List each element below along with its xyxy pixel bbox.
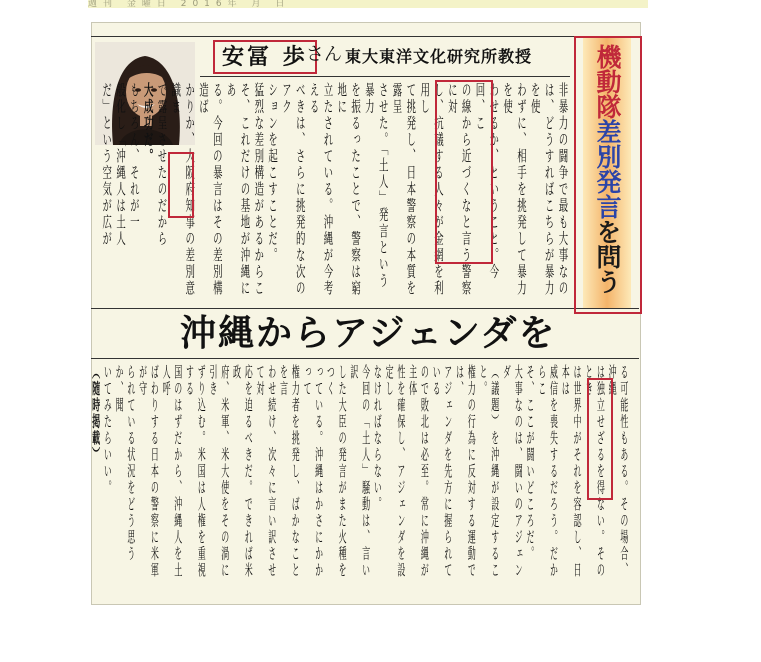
author-name: 安冨 歩	[213, 40, 317, 74]
text-line: した大臣の発言がまた火種をつく	[325, 364, 348, 579]
upper-body-text	[100, 82, 570, 304]
text-line: わせるか、ということ。今回、こ	[474, 82, 500, 280]
banner-highlight-box	[574, 36, 642, 314]
text-line: だ」という空気が広が	[101, 82, 113, 247]
text-line-highlight: 大成功だ。	[142, 82, 155, 165]
text-line: させた。「土人」発言という暴力	[363, 82, 390, 289]
banner-part-3: を問う	[593, 219, 622, 294]
text-line: し、抗議する人々が金網を利用し	[419, 82, 445, 297]
text-line: 威信を喪失するだろう。だからこ	[537, 364, 559, 579]
text-line: 権力者を挑発し、ばかなことを言	[278, 364, 301, 579]
text-line: は独立せざるを得ない。そのとき	[584, 364, 606, 579]
text-line: る可能性もある。その場合、沖縄	[607, 364, 629, 579]
text-line: 猛烈な差別構造があるからこ	[253, 82, 265, 297]
text-line: られている状況をどう思うか、聞	[114, 364, 136, 562]
text-line: の線から近づくなと言う警察に対	[446, 82, 472, 297]
text-line: 般化し「沖縄人は土人	[115, 82, 127, 247]
text-line: 府、米軍、米大使をその渦に引き	[208, 364, 230, 579]
banner-part-2: 差別発言	[593, 119, 622, 219]
text-line: いてみたらいい。	[102, 364, 113, 496]
banner-part-1: 機動隊	[593, 44, 622, 119]
text-line: 大事なのは、闘いのアジェンダ	[501, 364, 524, 579]
text-line: アジェンダを先方に握られている	[431, 364, 453, 579]
text-line: ずり込む。米国は人権を重視する	[184, 364, 207, 579]
text-line: を振るったことで、警察は窮地に	[336, 82, 362, 297]
text-line: て挑発し、日本警察の本質を露呈	[391, 82, 417, 297]
top-strip	[88, 0, 648, 8]
headline: 沖縄からアジェンダを	[180, 313, 557, 354]
text-line: 国のはずだから、沖縄人を土人呼	[161, 364, 183, 579]
text-line: 応を迫るべきだ。できれば米政	[231, 364, 254, 579]
text-line: る。今回の暴言はその差別構造ば	[198, 82, 224, 297]
text-line: かりか、大阪府知事の差別意識ま	[170, 82, 196, 297]
text-line: っている。沖縄はかさにかかって	[302, 364, 324, 579]
text-line: 非暴力の闘争で最も大事なの	[557, 82, 569, 297]
text-line: わせ続け、次々に言い訳させて対	[255, 364, 277, 579]
text-line: 立たされている。沖縄が今考える	[308, 82, 334, 297]
rule-headline-top	[91, 308, 639, 309]
text-line: ばわりする日本の警察に米軍が守	[138, 364, 160, 579]
text-line: なければならない。	[372, 364, 383, 513]
text-line: もちろん、それが一	[128, 82, 141, 231]
text-line: は、どうすればこちらが暴力を使	[529, 82, 555, 297]
text-line: わずに、相手を挑発して暴力を使	[502, 82, 528, 297]
rule-headline-bottom	[91, 358, 639, 359]
rule-under-byline	[200, 76, 570, 77]
top-strip-text: 週刊 金曜日 2016年 月 日	[88, 0, 291, 8]
text-line: べきは、さらに挑発的な次のアク	[280, 82, 307, 297]
author-title: 東大東洋文化研究所教授	[345, 47, 533, 66]
text-line: 今回の「土人」騒動は、言い訳	[349, 364, 371, 579]
text-line: で露呈させたのだから	[156, 82, 168, 247]
text-line: は世界中がそれを容認し、日本は	[560, 364, 582, 579]
text-line: （議題）を沖縄が設定すること。	[478, 364, 500, 579]
text-line: 権力の行為に反対する運動では、	[454, 364, 477, 579]
text-line: そ、ここが闘いどころだ。	[525, 364, 536, 562]
text-line: ので敗北は必至。常に沖縄が主体	[408, 364, 430, 579]
text-line: 性を確保し、アジェンダを設定し	[384, 364, 406, 579]
text-line: そ、これだけの基地が沖縄にあ	[225, 82, 251, 297]
series-note: （随時掲載）	[91, 364, 101, 463]
text-line: ションを起こすことだ。	[267, 82, 279, 264]
rule-top	[91, 36, 639, 37]
lower-body-text	[90, 364, 630, 594]
author-honorific: さん	[306, 44, 342, 65]
